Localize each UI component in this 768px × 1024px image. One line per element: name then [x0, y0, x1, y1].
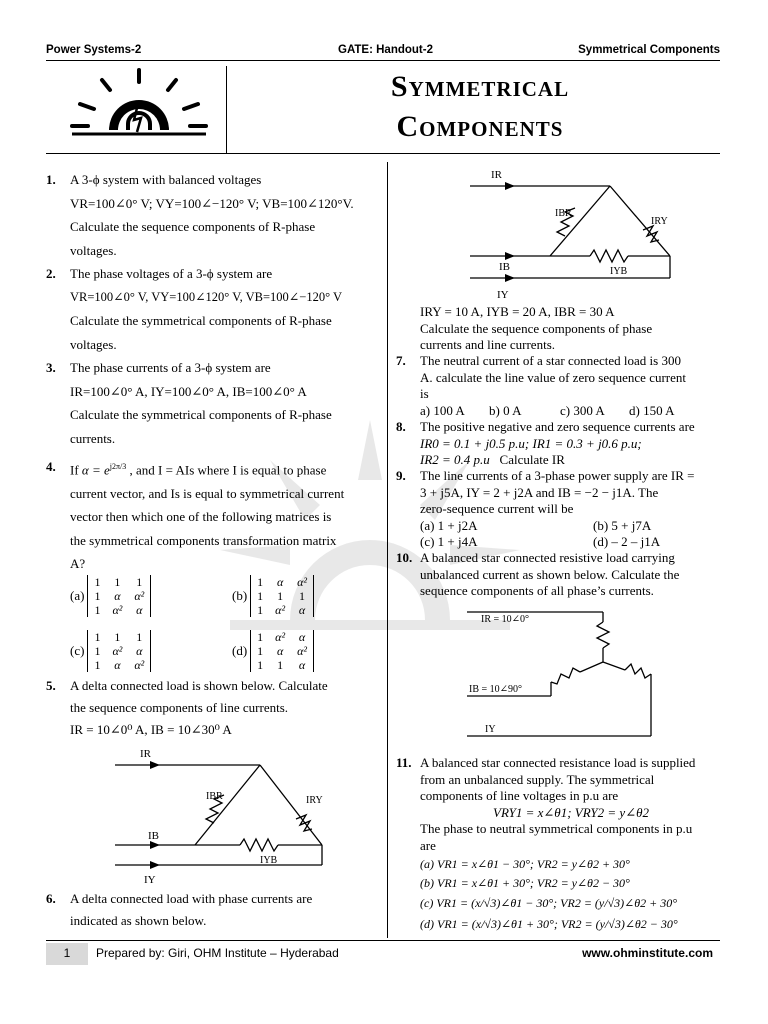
q5-line-2: the sequence components of line currents.: [70, 700, 289, 715]
q8-line-3: [420, 452, 722, 469]
q4-matrix: [250, 630, 314, 672]
q10-fig-ib: IB = 10∠90°: [469, 684, 523, 695]
q4-line-1-rest: , and I = AIs where I is equal to phase: [129, 462, 327, 478]
q3-line-2: IR=100∠0° A, IY=100∠0° A, IB=100∠0° A: [70, 383, 307, 399]
q3-number: 3.: [46, 360, 56, 375]
fig-right-ir: IR: [491, 169, 502, 181]
q4-matrix: [87, 630, 151, 672]
q4-option-b: [232, 575, 314, 617]
q10-line-3: sequence components of all phase’s currents.: [420, 583, 654, 598]
matrix-cell: α²: [134, 658, 145, 672]
q9-line-1: The line currents of a 3-phase power supply are IR =: [420, 468, 695, 483]
q7-option-a: a) 100 A: [420, 402, 465, 418]
q8-calc: Calculate IR: [499, 452, 565, 467]
q8-line-1: The positive negative and zero sequence currents are: [420, 419, 695, 434]
q7-option-d: d) 150 A: [629, 402, 675, 418]
q6-delta-circuit-diagram: [465, 168, 685, 303]
matrix-cell: 1: [94, 644, 101, 658]
header-handout: GATE: Handout-2: [338, 44, 433, 56]
fig-left-ib: IB: [148, 830, 159, 842]
fig-left-iyb: IYB: [260, 855, 278, 866]
q10-star-circuit-diagram: [465, 604, 675, 749]
q7-option-c: c) 300 A: [560, 402, 605, 418]
q4-option-c: [70, 630, 151, 672]
footer-rule: [46, 940, 720, 941]
q4-option-label: (b): [232, 588, 248, 603]
title-rule: [46, 153, 720, 154]
q9-option-b: (b) 5 + j7A: [593, 517, 652, 533]
q11-line-3: components of line voltages in p.u are: [420, 788, 619, 803]
question-1: [70, 168, 372, 262]
q11-option-d: (d) VR1 = (x/√3)∠θ1 + 30°; VR2 = (y/√3)∠θ2 − 30°: [420, 916, 678, 931]
q6-continued: [420, 304, 722, 354]
q11-line-5: The phase to neutral symmetrical components in p.u: [420, 821, 693, 836]
matrix-cell: α²: [134, 589, 145, 603]
q1-line-1: A 3-ϕ system with balanced voltages: [70, 172, 262, 187]
matrix-cell: 1: [257, 630, 264, 644]
q11-option-a: (a) VR1 = x∠θ1 − 30°; VR2 = y∠θ2 + 30°: [420, 857, 630, 871]
q9-number: 9.: [396, 468, 406, 483]
q4-if: If: [70, 462, 79, 478]
q7-number: 7.: [396, 353, 406, 368]
footer-website-link[interactable]: www.ohminstitute.com: [582, 946, 713, 960]
q4-line-3: vector then which one of the following matrices is: [70, 509, 332, 525]
q2-number: 2.: [46, 266, 56, 281]
q6-line-2: indicated as shown below.: [70, 913, 207, 928]
q4-line-4: the symmetrical components transformation matrix: [70, 532, 337, 548]
q1-line-3: Calculate the sequence components of R-phase: [70, 219, 316, 234]
q9-option-d: (d) – 2 – j1A: [593, 534, 661, 549]
page-title: [330, 70, 630, 104]
question-2: [70, 262, 372, 356]
matrix-cell: α: [276, 575, 284, 589]
fig-right-ib: IB: [499, 261, 510, 273]
matrix-cell: α: [114, 589, 121, 603]
matrix-cell: 1: [299, 589, 306, 603]
q7-option-b: b) 0 A: [489, 402, 522, 418]
q8-ir2: IR2 = 0.4 p.u: [420, 452, 490, 467]
q7-line-3: is: [420, 386, 429, 401]
matrix-cell: α: [298, 658, 306, 672]
q11-line-2: from an unbalanced supply. The symmetrical: [420, 771, 655, 787]
q10-number: 10.: [396, 550, 413, 565]
page-header: [46, 44, 720, 58]
q2-line-1: The phase voltages of a 3-ϕ system are: [70, 266, 273, 281]
fig-right-iy: IY: [497, 289, 509, 301]
fig-left-ir: IR: [140, 748, 151, 760]
q9-options-row-2: [420, 534, 722, 551]
q10-line-1: A balanced star connected resistive load carrying: [420, 550, 675, 565]
q7-options: [420, 403, 722, 420]
q4-alpha-def: α = e: [81, 462, 110, 478]
q6-line-1: A delta connected load with phase currents are: [70, 891, 313, 906]
q4-matrix: [87, 575, 151, 617]
q3-line-1: The phase currents of a 3-ϕ system are: [70, 360, 271, 375]
ohm-logo-icon: [64, 66, 214, 152]
q4-option-label: (d): [232, 643, 248, 658]
matrix-cell: 1: [94, 603, 101, 617]
q9-line-3: zero-sequence current will be: [420, 501, 574, 516]
matrix-cell: 1: [94, 589, 101, 603]
title-line-2: Components: [396, 110, 564, 143]
page-title-2: [330, 110, 630, 144]
q9-options-row-1: [420, 518, 722, 535]
q8-number: 8.: [396, 419, 406, 434]
q6-cont-line-2: Calculate the sequence components of phase: [420, 320, 653, 336]
question-8: [420, 419, 722, 469]
matrix-cell: 1: [257, 644, 264, 658]
q4-matrix: [250, 575, 314, 617]
fig-left-iy: IY: [144, 874, 156, 885]
q1-line-4: voltages.: [70, 242, 117, 258]
page-number: 1: [63, 946, 71, 960]
matrix-cell: α²: [297, 644, 307, 658]
fig-right-iry: IRY: [651, 216, 668, 227]
q11-line-4: VRY1 = x∠θ1; VRY2 = y∠θ2: [493, 804, 649, 820]
footer-credit: Prepared by: Giri, OHM Institute – Hyderabad: [96, 946, 339, 960]
q8-line-2: IR0 = 0.1 + j0.5 p.u; IR1 = 0.3 + j0.6 p.u;: [420, 435, 642, 451]
q6-currents: IRY = 10 A, IYB = 20 A, IBR = 30 A: [420, 304, 615, 319]
title-line-1: Symmetrical: [390, 70, 570, 103]
q11-option-b: (b) VR1 = x∠θ1 + 30°; VR2 = y∠θ2 − 30°: [420, 875, 630, 890]
matrix-cell: 1: [94, 575, 101, 589]
column-divider: [387, 162, 388, 938]
question-10: [420, 550, 722, 600]
question-9: [420, 468, 722, 551]
header-topic: Symmetrical Components: [578, 44, 720, 56]
fig-left-iry: IRY: [306, 795, 323, 806]
matrix-cell: α: [276, 644, 284, 658]
fig-right-ibr: IBR: [555, 208, 572, 219]
matrix-cell: α²: [112, 603, 123, 617]
q4-line-2: current vector, and Is is equal to symmetrical current: [70, 485, 345, 501]
matrix-cell: 1: [114, 630, 121, 644]
q5-line-3: IR = 10∠0⁰ A, IB = 10∠30⁰ A: [70, 722, 232, 737]
matrix-cell: 1: [257, 603, 264, 617]
matrix-cell: α²: [275, 630, 286, 644]
q11-number: 11.: [396, 755, 412, 770]
q1-number: 1.: [46, 172, 56, 187]
matrix-cell: 1: [94, 630, 101, 644]
matrix-cell: α: [136, 644, 143, 658]
q4-line-5: A?: [70, 556, 86, 572]
q6-cont-line-3: currents and line currents.: [420, 337, 556, 352]
matrix-cell: α: [136, 603, 143, 617]
q2-line-4: voltages.: [70, 336, 117, 352]
question-5: [70, 675, 372, 741]
matrix-cell: α: [114, 658, 121, 672]
q11-line-6: are: [420, 837, 436, 853]
matrix-cell: 1: [277, 658, 284, 672]
q5-number: 5.: [46, 678, 56, 693]
q5-delta-circuit-diagram: [110, 745, 330, 885]
q3-line-4: currents.: [70, 430, 116, 446]
q10-fig-ir: IR = 10∠0°: [481, 614, 530, 625]
q11-option-c: (c) VR1 = (x/√3)∠θ1 − 30°; VR2 = (y/√3)∠θ2 + 30°: [420, 896, 677, 910]
title-divider: [226, 66, 227, 154]
matrix-cell: 1: [257, 589, 264, 603]
q4-option-a: [70, 575, 151, 617]
matrix-cell: α: [298, 603, 306, 617]
q9-option-c: (c) 1 + j4A: [420, 534, 478, 549]
q9-line-2: 3 + j5A, IY = 2 + j2A and IB = −2 − j1A. The: [420, 484, 659, 500]
q3-line-3: Calculate the symmetrical components of R-phase: [70, 407, 332, 422]
matrix-cell: α²: [275, 603, 286, 617]
q4-option-d: [232, 630, 314, 672]
question-3: [70, 356, 372, 450]
q7-line-1: The neutral current of a star connected load is 300: [420, 353, 681, 368]
matrix-cell: 1: [257, 658, 264, 672]
matrix-cell: 1: [114, 575, 121, 589]
q10-line-2: unbalanced current as shown below. Calculate the: [420, 566, 680, 582]
matrix-cell: α²: [112, 644, 123, 658]
question-4: [70, 455, 372, 576]
q5-line-1: A delta connected load is shown below. Calculate: [70, 678, 328, 693]
header-subject: Power Systems-2: [46, 44, 142, 56]
q2-line-2: VR=100∠0° V, VY=100∠120° V, VB=100∠−120° V: [70, 289, 343, 304]
fig-left-ibr: IBR: [206, 791, 223, 802]
q4-line-1: [70, 455, 372, 482]
q9-option-a: (a) 1 + j2A: [420, 517, 478, 533]
matrix-cell: 1: [94, 658, 101, 672]
matrix-cell: α: [298, 630, 306, 644]
q7-line-2: A. calculate the line value of zero sequence current: [420, 369, 686, 385]
q4-exponent: j2π/3: [109, 462, 127, 471]
q1-line-2: VR=100∠0° V; VY=100∠−120° V; VB=100∠120°V.: [70, 195, 354, 211]
q4-number: 4.: [46, 459, 56, 474]
fig-right-iyb: IYB: [610, 266, 628, 277]
q2-line-3: Calculate the symmetrical components of R-phase: [70, 313, 332, 328]
q6-number: 6.: [46, 891, 56, 906]
matrix-cell: 1: [136, 575, 143, 589]
matrix-cell: 1: [136, 630, 143, 644]
q4-option-label: (c): [70, 643, 85, 658]
q11-line-1: A balanced star connected resistance load is supplied: [420, 755, 696, 770]
question-6: [70, 888, 372, 932]
q10-fig-iy: IY: [485, 724, 496, 735]
q4-option-label: (a): [70, 588, 85, 603]
matrix-cell: 1: [277, 589, 284, 603]
matrix-cell: 1: [257, 575, 264, 589]
header-rule: [46, 60, 720, 61]
question-11: [420, 755, 722, 932]
matrix-cell: α²: [297, 575, 307, 589]
question-7: [420, 353, 722, 419]
